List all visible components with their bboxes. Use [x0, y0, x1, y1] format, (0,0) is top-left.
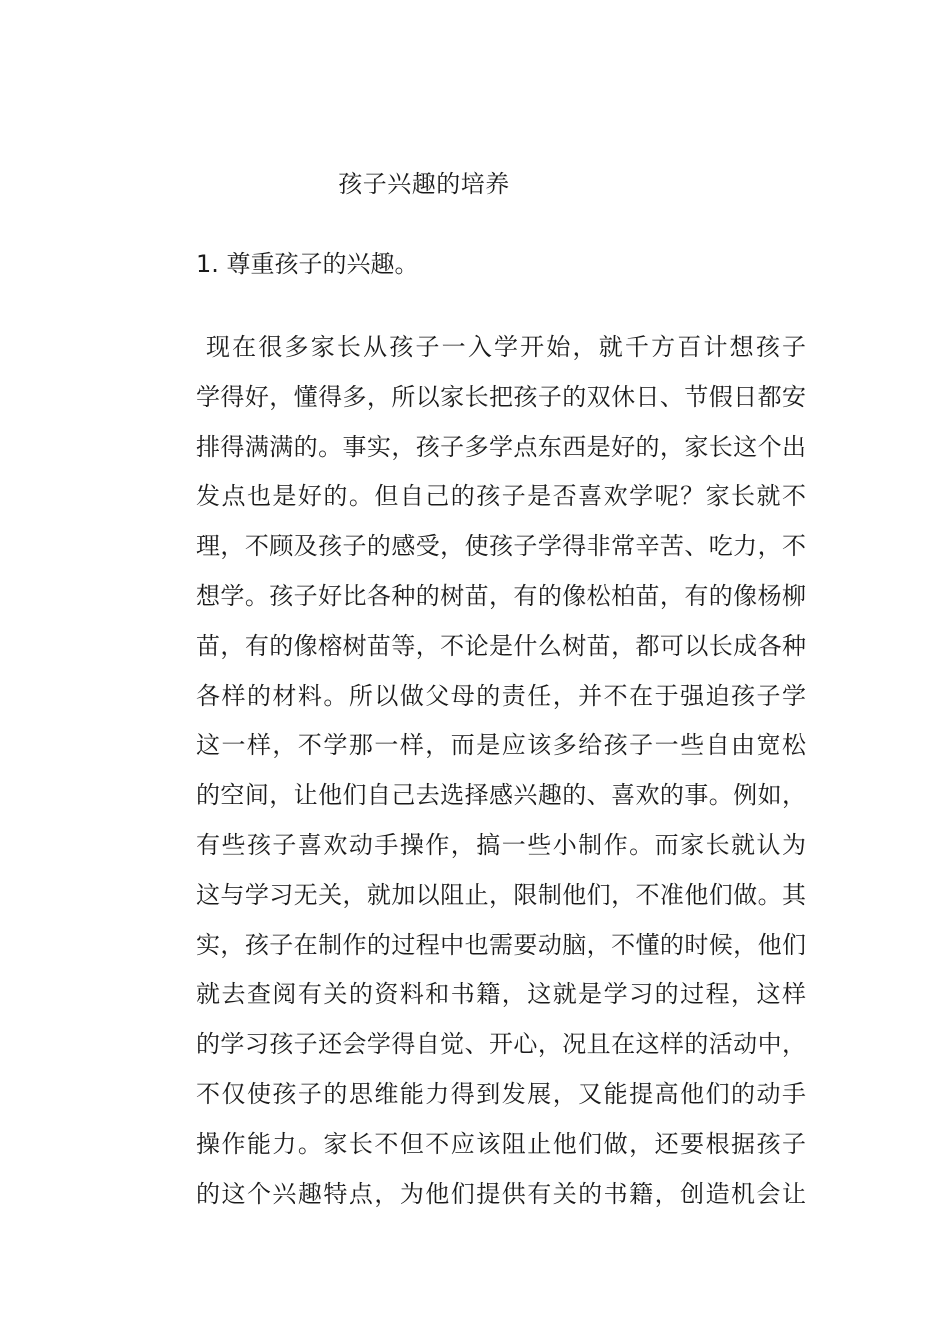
paragraph-line: 就去查阅有关的资料和书籍，这就是学习的过程，这样: [196, 980, 806, 1009]
paragraph-line: 想学。孩子好比各种的树苗，有的像松柏苗，有的像杨柳: [196, 581, 806, 610]
paragraph-line: 有些孩子喜欢动手操作，搞一些小制作。而家长就认为: [196, 830, 806, 859]
paragraph-line: 这一样，不学那一样，而是应该多给孩子一些自由宽松: [196, 731, 806, 760]
paragraph-line: 的学习孩子还会学得自觉、开心，况且在这样的活动中，: [196, 1030, 806, 1059]
section-heading: 1. 尊重孩子的兴趣。: [196, 250, 419, 278]
paragraph-line: 理，不顾及孩子的感受，使孩子学得非常辛苦、吃力，不: [196, 532, 806, 561]
paragraph-line: 现在很多家长从孩子一入学开始，就千方百计想孩子: [206, 333, 806, 361]
paragraph-body: [196, 326, 816, 1222]
paragraph-line: 实，孩子在制作的过程中也需要动脑，不懂的时候，他们: [196, 930, 806, 959]
paragraph-line: 发点也是好的。但自己的孩子是否喜欢学呢？家长就不: [196, 482, 806, 511]
document-title: 孩子兴趣的培养: [338, 170, 510, 198]
paragraph-line: 不仅使孩子的思维能力得到发展，又能提高他们的动手: [196, 1079, 806, 1108]
paragraph-line: 的空间，让他们自己去选择感兴趣的、喜欢的事。例如，: [196, 781, 806, 810]
paragraph-line: 各样的材料。所以做父母的责任，并不在于强迫孩子学: [196, 681, 806, 710]
paragraph-line: 排得满满的。事实，孩子多学点东西是好的，家长这个出: [196, 432, 806, 461]
paragraph-line: 这与学习无关，就加以阻止，限制他们，不准他们做。其: [196, 880, 806, 909]
paragraph-line: 学得好，懂得多，所以家长把孩子的双休日、节假日都安: [196, 382, 806, 411]
paragraph-line: 的这个兴趣特点，为他们提供有关的书籍，创造机会让: [196, 1179, 806, 1208]
paragraph-line: 苗，有的像榕树苗等，不论是什么树苗，都可以长成各种: [196, 631, 806, 660]
paragraph-line: 操作能力。家长不但不应该阻止他们做，还要根据孩子: [196, 1129, 806, 1158]
